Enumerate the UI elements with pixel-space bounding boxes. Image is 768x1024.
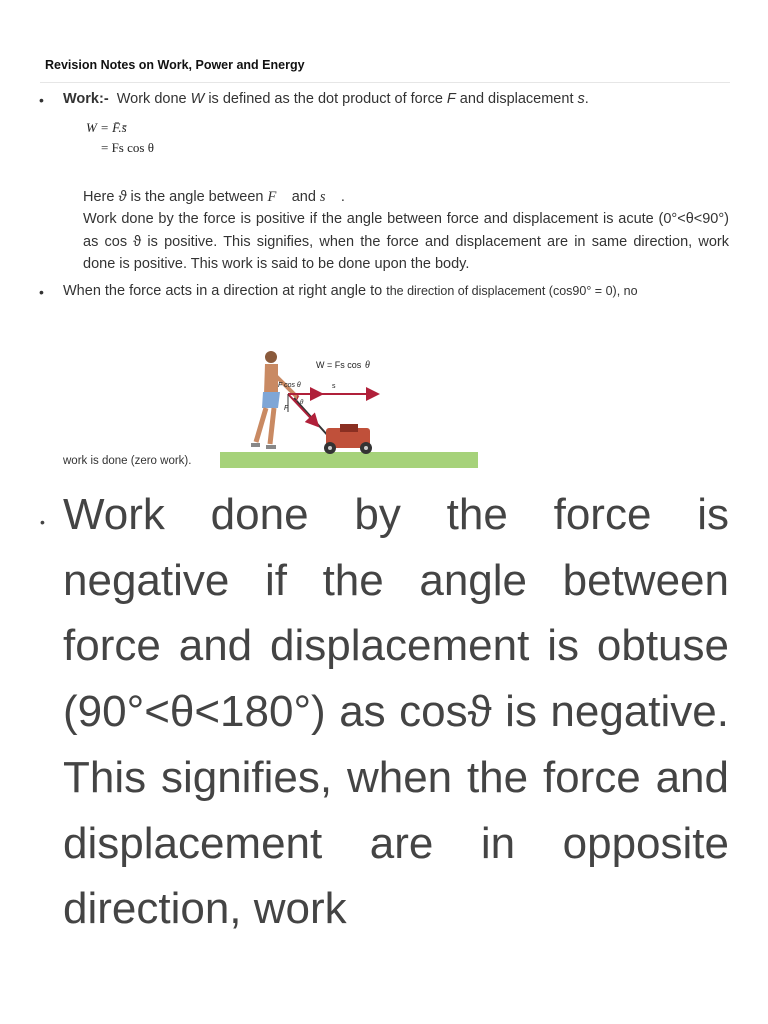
zero-work-paragraph	[63, 280, 729, 303]
here-theta: ϑ	[118, 189, 127, 205]
bullet-icon: •	[40, 514, 45, 530]
def-W: W	[190, 91, 205, 107]
figure-caption: work is done (zero work).	[63, 455, 192, 467]
def-text-3: and displacement	[455, 91, 578, 107]
equation-line-1: W = F̄.s̄	[86, 120, 127, 135]
def-text-2: is defined as the dot product of force	[204, 91, 447, 107]
here-s-vector: s⃗	[319, 189, 337, 205]
title-divider	[40, 82, 730, 83]
here-text-2: is the angle between	[126, 189, 268, 205]
fig-label-Fcos: F cos θ	[278, 382, 301, 389]
person-shoes	[251, 445, 276, 447]
zero-work-text-1: When the force acts in a direction at right angle to	[63, 283, 387, 299]
bullet-icon: •	[39, 92, 44, 108]
negative-work-paragraph: Work done by the force is negative if the angle between force and displacement is obtuse (90°<θ<180°) as cosϑ is negative. This signifies, when the force and displacement are in opposite direction, work	[63, 490, 729, 934]
positive-work-paragraph: Work done by the force is positive if the angle between force and displacement is acute (0°<θ<90°) as cos ϑ is positive. This signifies, when the force and displacement are in same direction, work done is positive. This work is said to be done upon the body.	[83, 211, 729, 272]
person-shorts	[262, 392, 280, 408]
here-text-1: Here	[83, 189, 119, 205]
here-text-4: .	[336, 189, 345, 205]
fig-label-s: s	[332, 383, 336, 390]
fig-label-F: F	[284, 405, 289, 412]
def-s: s	[577, 91, 585, 107]
here-text-3: and	[287, 189, 320, 205]
angle-note	[83, 186, 729, 209]
grass-strip	[220, 452, 478, 468]
page-title: Revision Notes on Work, Power and Energy	[45, 58, 305, 72]
here-F-vector: F⃗	[267, 189, 288, 205]
fig-label-W-theta: θ	[365, 360, 370, 371]
fig-label-W: W = Fs cos	[316, 360, 362, 370]
mower-engine	[340, 424, 358, 432]
def-F: F	[446, 91, 456, 107]
equation-line-2: = Fs cos θ	[101, 140, 154, 155]
lawn-mower-figure	[218, 342, 480, 470]
person-torso	[264, 364, 278, 394]
work-label: Work:-	[63, 91, 109, 107]
person-legs	[256, 408, 274, 444]
def-text-4: .	[584, 91, 589, 107]
bullet-icon: •	[39, 284, 44, 300]
zero-work-text-2: the direction of displacement (cos90° = 0), no	[386, 284, 638, 298]
def-text-1: Work done	[116, 91, 191, 107]
work-definition	[63, 88, 729, 111]
person-head	[265, 351, 277, 363]
fig-label-theta: θ	[300, 398, 304, 406]
